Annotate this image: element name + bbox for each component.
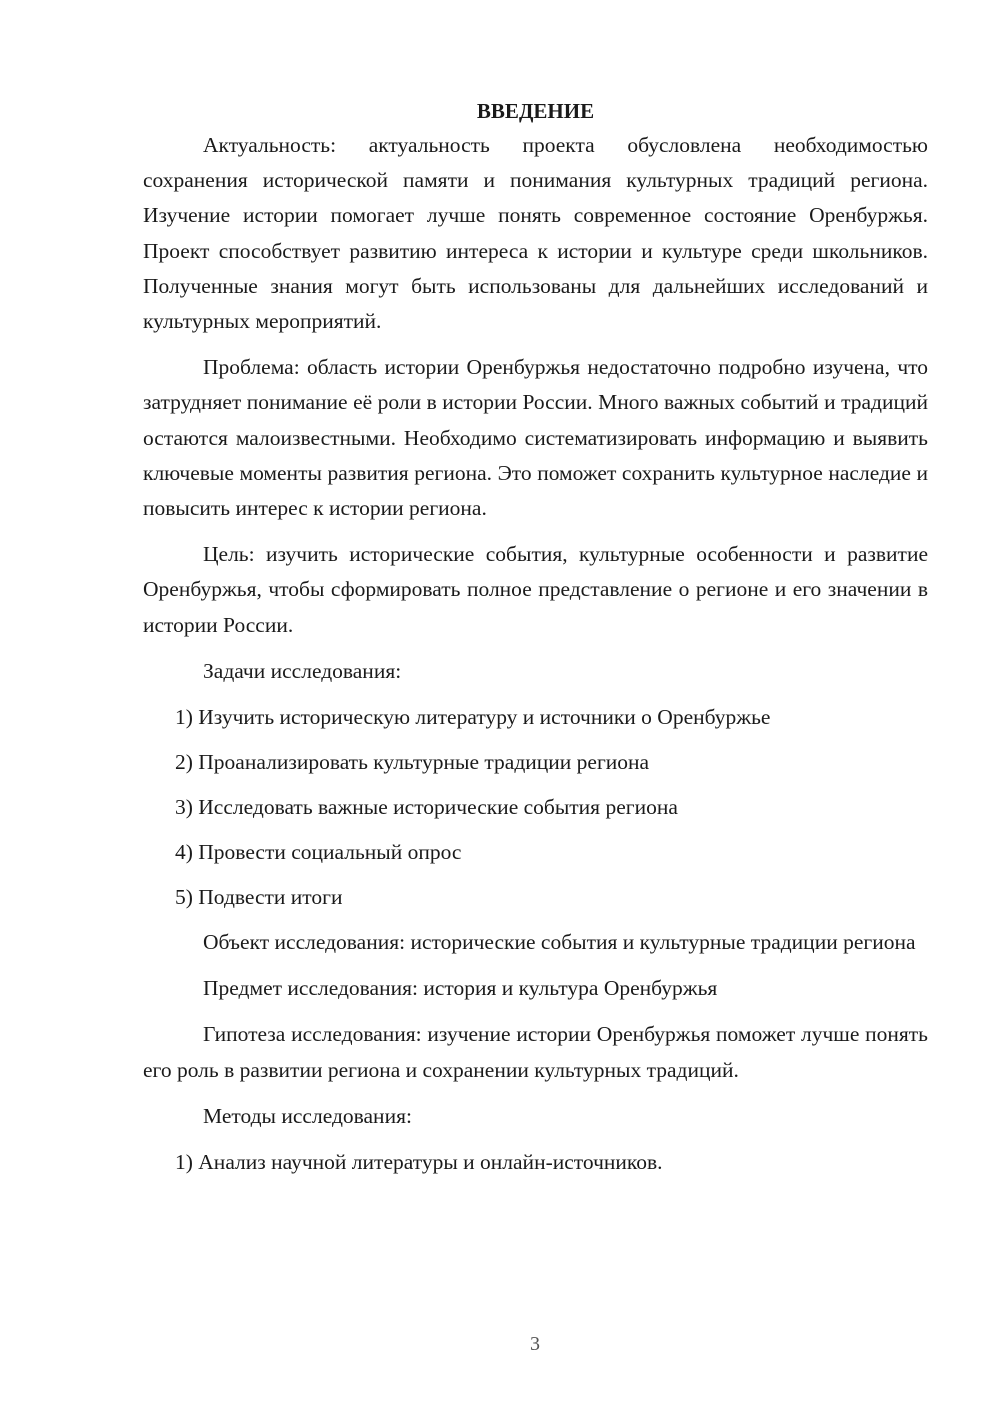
task-item: 1) Изучить историческую литературу и источники о Оренбуржье <box>175 705 771 730</box>
task-item: 2) Проанализировать культурные традиции региона <box>175 750 650 775</box>
problem-paragraph: Проблема: область истории Оренбуржья недостаточно подробно изучена, что затрудняет понимание её роли в истории России. Много важных событий и традиций остаются малоизвестными. Необходимо систематизировать информацию и выявить ключевые моменты развития региона. Это поможет сохранить культурное наследие и повысить интерес к истории региона. <box>143 355 928 521</box>
task-item: 3) Исследовать важные исторические события региона <box>175 795 678 820</box>
object-paragraph: Объект исследования: исторические события и культурные традиции региона <box>203 930 916 955</box>
method-item: 1) Анализ научной литературы и онлайн-источников. <box>175 1150 663 1175</box>
methods-heading: Методы исследования: <box>203 1103 412 1128</box>
task-item: 5) Подвести итоги <box>175 885 343 910</box>
page-number: 3 <box>530 1333 540 1355</box>
document-page <box>143 94 928 1179</box>
document-title: ВВЕДЕНИЕ <box>476 99 595 123</box>
relevance-paragraph: Актуальность: актуальность проекта обусловлена необходимостью сохранения исторической памяти и понимания культурных традиций региона. Изучение истории помогает лучше понять современное состояние Оренбуржья. Проект способствует развитию интереса к истории и культуре среди школьников. Полученные знания могут быть использованы для дальнейших исследований и культурных мероприятий. <box>143 133 928 334</box>
tasks-heading: Задачи исследования: <box>203 658 402 683</box>
hypothesis-paragraph: Гипотеза исследования: изучение истории Оренбуржья поможет лучше понять его роль в развитии региона и сохранении культурных традиций. <box>143 1022 928 1082</box>
task-item: 4) Провести социальный опрос <box>175 840 462 865</box>
goal-paragraph: Цель: изучить исторические события, культурные особенности и развитие Оренбуржья, чтобы сформировать полное представление о регионе и его значении в истории России. <box>143 542 928 637</box>
subject-paragraph: Предмет исследования: история и культура Оренбуржья <box>203 976 718 1001</box>
